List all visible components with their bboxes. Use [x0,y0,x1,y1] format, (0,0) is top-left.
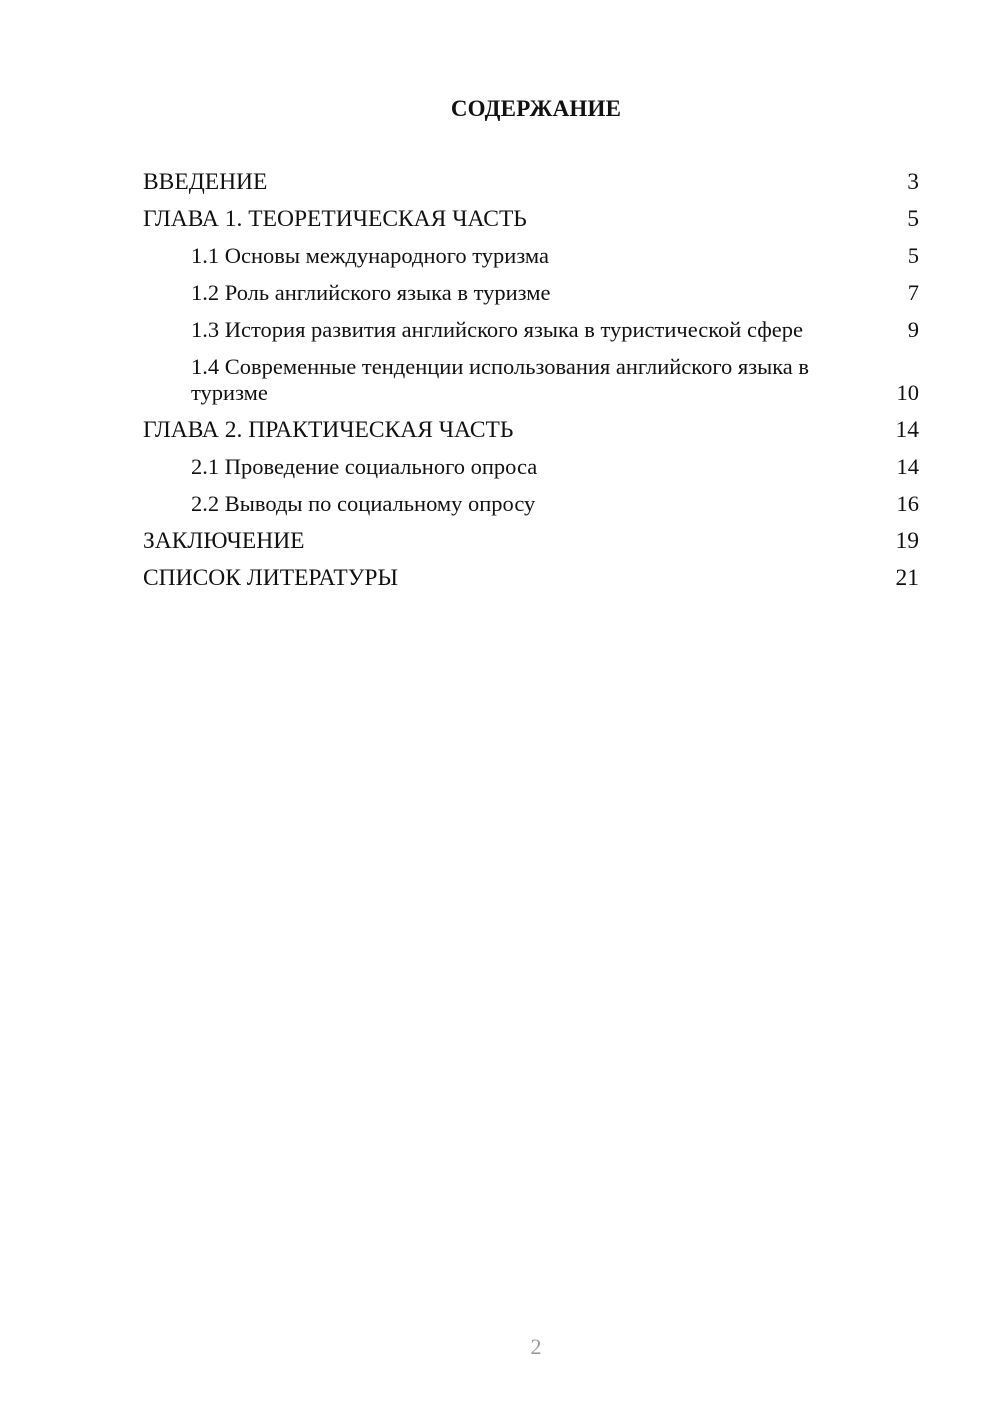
toc-entry-title: ГЛАВА 1. ТЕОРЕТИЧЕСКАЯ ЧАСТЬ [143,206,527,232]
toc-entry-page: 16 [896,491,919,516]
toc-entry-page: 3 [907,169,919,195]
toc-entry-section-1-3[interactable] [143,317,919,343]
toc-entry-page: 5 [907,206,919,232]
toc-entry-references[interactable] [143,565,919,591]
toc-entry-title: 1.4 Современные тенденции использования английского языка в туризме [191,354,810,405]
toc-entry-page: 21 [895,565,919,591]
toc-entry-page: 14 [896,454,919,479]
toc-entry-conclusion[interactable] [143,528,919,554]
toc-entry-section-1-1[interactable] [143,243,919,269]
toc-entry-page: 5 [907,243,919,268]
toc-entry-title: ГЛАВА 2. ПРАКТИЧЕСКАЯ ЧАСТЬ [143,417,514,443]
toc-entry-page: 10 [896,380,919,405]
toc-entry-section-1-2[interactable] [143,280,919,306]
page-title: СОДЕРЖАНИЕ [450,96,622,121]
toc-entry-page: 14 [895,417,919,443]
toc-entry-introduction[interactable] [143,169,919,195]
toc-entry-chapter-2[interactable] [143,417,919,443]
toc-entry-title: 1.3 История развития английского языка в туристической сфере [191,317,804,342]
toc-entry-title: ЗАКЛЮЧЕНИЕ [143,528,305,554]
toc-entry-title: ВВЕДЕНИЕ [143,169,268,195]
toc-entry-title: 2.2 Выводы по социальному опросу [191,491,536,516]
toc-entry-page: 9 [907,317,919,342]
toc-entry-title: 1.2 Роль английского языка в туризме [191,280,551,305]
toc-entry-section-2-2[interactable] [143,491,919,517]
toc-entry-title: СПИСОК ЛИТЕРАТУРЫ [143,565,398,591]
toc-entry-title: 1.1 Основы международного туризма [191,243,549,268]
toc-entry-chapter-1[interactable] [143,206,919,232]
page-number: 2 [530,1334,542,1359]
toc-entry-page: 7 [907,280,919,305]
table-of-contents [143,169,919,602]
toc-entry-page: 19 [895,528,919,554]
toc-entry-section-1-4[interactable] [143,354,919,406]
toc-entry-title: 2.1 Проведение социального опроса [191,454,538,479]
toc-entry-section-2-1[interactable] [143,454,919,480]
